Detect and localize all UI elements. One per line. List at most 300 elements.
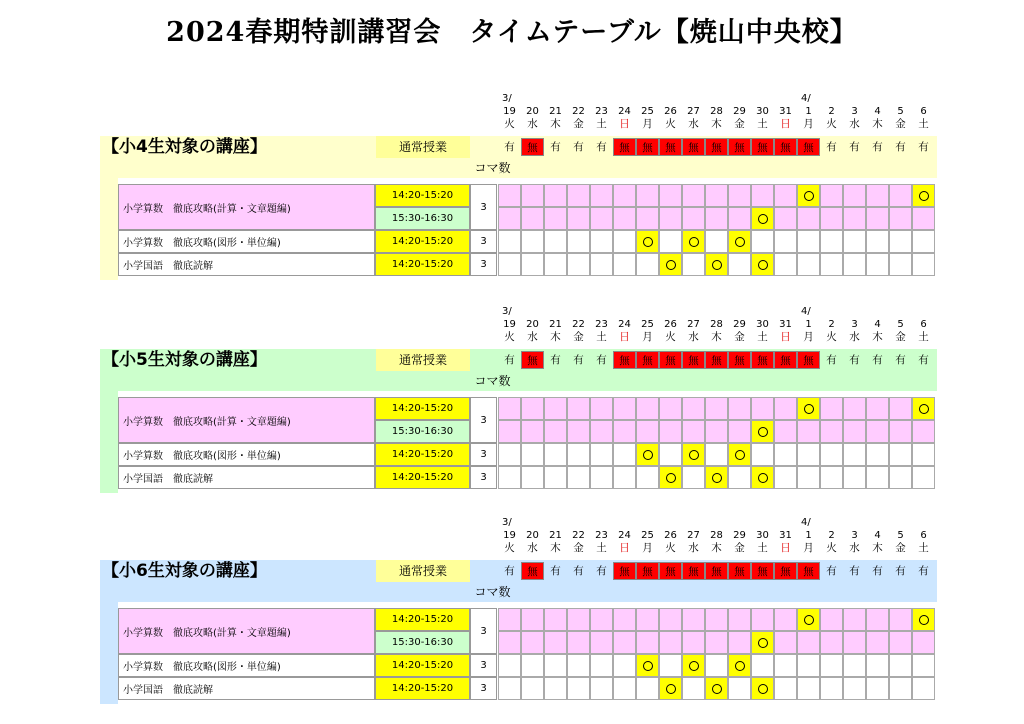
status-closed: 無 — [728, 138, 751, 156]
session-cell — [705, 230, 728, 253]
session-cell — [820, 184, 843, 207]
date-header — [544, 516, 567, 557]
circle-mark-icon — [919, 404, 929, 414]
session-count: 3 — [470, 654, 497, 677]
date-header — [797, 305, 820, 346]
course-section — [0, 92, 1024, 302]
session-cell — [866, 253, 889, 276]
time-slot: 14:20-15:20 — [375, 443, 470, 466]
date-day: 23 — [595, 106, 608, 117]
session-cell — [682, 677, 705, 700]
circle-mark-icon — [666, 684, 676, 694]
session-cell — [498, 443, 521, 466]
date-month — [820, 92, 843, 105]
date-month — [751, 516, 774, 529]
koma-label: コマ数 — [474, 585, 511, 599]
date-header — [705, 516, 728, 557]
date-header — [751, 516, 774, 557]
date-month — [843, 92, 866, 105]
date-weekday: 土 — [918, 331, 929, 343]
date-weekday: 火 — [504, 118, 515, 130]
date-day: 6 — [920, 530, 927, 541]
status-open: 有 — [596, 354, 607, 366]
date-month — [889, 92, 912, 105]
session-cell — [728, 677, 751, 700]
session-cell — [843, 207, 866, 230]
session-cell — [843, 608, 866, 631]
session-cell — [728, 184, 751, 207]
session-cell-scheduled — [912, 608, 935, 631]
status-closed: 無 — [521, 562, 544, 580]
session-cell — [728, 466, 751, 489]
date-month — [774, 305, 797, 318]
status-open: 有 — [550, 354, 561, 366]
status-open: 有 — [895, 141, 906, 153]
session-cell — [705, 207, 728, 230]
session-cell — [567, 184, 590, 207]
date-month — [613, 516, 636, 529]
date-header — [912, 516, 935, 557]
date-month — [866, 516, 889, 529]
status-open: 有 — [895, 565, 906, 577]
date-header — [820, 516, 843, 557]
date-month — [636, 516, 659, 529]
date-weekday: 月 — [803, 118, 814, 130]
date-day: 29 — [733, 319, 746, 330]
session-cell — [590, 420, 613, 443]
date-weekday: 木 — [711, 542, 722, 554]
date-header — [636, 305, 659, 346]
session-cell — [521, 608, 544, 631]
regular-class-label: 通常授業 — [376, 349, 470, 371]
session-cell — [797, 466, 820, 489]
session-cell — [866, 443, 889, 466]
session-cell — [590, 230, 613, 253]
status-closed: 無 — [774, 351, 797, 369]
date-month — [820, 516, 843, 529]
status-open: 有 — [872, 565, 883, 577]
session-cell — [682, 207, 705, 230]
date-day: 4 — [874, 106, 881, 117]
session-cell — [728, 420, 751, 443]
circle-mark-icon — [666, 473, 676, 483]
date-month — [774, 516, 797, 529]
session-cell — [498, 230, 521, 253]
session-cell — [567, 397, 590, 420]
session-cell-scheduled — [751, 207, 774, 230]
course-section — [0, 516, 1024, 724]
session-cell-scheduled — [659, 466, 682, 489]
session-cell — [728, 631, 751, 654]
session-cell — [544, 420, 567, 443]
date-month — [659, 92, 682, 105]
session-cell — [659, 397, 682, 420]
session-cell — [498, 397, 521, 420]
circle-mark-icon — [758, 473, 768, 483]
session-cell — [659, 631, 682, 654]
date-month — [866, 92, 889, 105]
status-closed: 無 — [797, 562, 820, 580]
circle-mark-icon — [712, 473, 722, 483]
session-cell — [659, 230, 682, 253]
section-title: 【小5生対象の講座】 — [102, 350, 267, 370]
date-month — [682, 92, 705, 105]
date-day: 24 — [618, 319, 631, 330]
date-month: 3/ — [502, 306, 512, 317]
session-cell — [613, 608, 636, 631]
date-header — [636, 516, 659, 557]
session-cell — [567, 443, 590, 466]
date-day: 25 — [641, 530, 654, 541]
date-day: 27 — [687, 530, 700, 541]
circle-mark-icon — [758, 684, 768, 694]
date-month — [544, 516, 567, 529]
date-day: 31 — [779, 319, 792, 330]
time-slot: 15:30-16:30 — [375, 631, 470, 654]
session-cell — [613, 631, 636, 654]
date-day: 24 — [618, 530, 631, 541]
session-cell — [889, 443, 912, 466]
session-count: 3 — [470, 443, 497, 466]
circle-mark-icon — [712, 684, 722, 694]
date-day: 25 — [641, 106, 654, 117]
session-cell — [866, 184, 889, 207]
date-day: 2 — [828, 106, 835, 117]
session-cell — [590, 207, 613, 230]
session-cell — [636, 631, 659, 654]
date-day: 29 — [733, 530, 746, 541]
status-closed: 無 — [682, 351, 705, 369]
date-month — [866, 305, 889, 318]
session-cell — [774, 466, 797, 489]
session-cell — [682, 466, 705, 489]
session-cell — [774, 631, 797, 654]
session-cell — [590, 677, 613, 700]
session-cell — [820, 443, 843, 466]
session-count: 3 — [470, 253, 497, 276]
session-cell — [521, 184, 544, 207]
session-cell-scheduled — [705, 253, 728, 276]
session-cell — [912, 677, 935, 700]
circle-mark-icon — [643, 450, 653, 460]
date-weekday: 土 — [757, 118, 768, 130]
circle-mark-icon — [735, 661, 745, 671]
date-header — [659, 92, 682, 133]
status-closed: 無 — [682, 138, 705, 156]
session-cell — [866, 420, 889, 443]
section-side-strip — [100, 371, 118, 493]
date-month — [590, 516, 613, 529]
date-header — [613, 516, 636, 557]
session-cell — [820, 253, 843, 276]
date-day: 20 — [526, 530, 539, 541]
session-cell-scheduled — [728, 230, 751, 253]
date-weekday: 土 — [918, 118, 929, 130]
date-weekday: 土 — [757, 331, 768, 343]
session-cell — [705, 631, 728, 654]
session-cell — [498, 184, 521, 207]
date-day: 29 — [733, 106, 746, 117]
status-closed: 無 — [774, 138, 797, 156]
date-month: 3/ — [502, 517, 512, 528]
session-cell — [889, 184, 912, 207]
course-name: 小学国語 徹底読解 — [118, 253, 375, 276]
section-side-strip — [100, 158, 118, 280]
date-header — [889, 516, 912, 557]
session-cell-scheduled — [636, 443, 659, 466]
session-cell — [590, 184, 613, 207]
session-cell — [521, 466, 544, 489]
circle-mark-icon — [689, 450, 699, 460]
session-cell-scheduled — [797, 608, 820, 631]
session-cell — [820, 608, 843, 631]
date-header — [774, 92, 797, 133]
status-open: 有 — [573, 141, 584, 153]
course-name: 小学算数 徹底攻略(計算・文章題編) — [118, 184, 375, 230]
date-month — [682, 305, 705, 318]
date-weekday: 水 — [527, 331, 538, 343]
session-cell — [521, 420, 544, 443]
status-open: 有 — [573, 354, 584, 366]
status-open: 有 — [918, 565, 929, 577]
date-weekday: 水 — [688, 542, 699, 554]
session-cell — [590, 608, 613, 631]
circle-mark-icon — [643, 237, 653, 247]
session-cell — [613, 184, 636, 207]
date-month — [590, 305, 613, 318]
date-day: 30 — [756, 530, 769, 541]
status-open: 有 — [895, 354, 906, 366]
date-day: 6 — [920, 106, 927, 117]
session-cell — [912, 420, 935, 443]
date-header — [636, 92, 659, 133]
session-cell — [843, 253, 866, 276]
date-month — [843, 305, 866, 318]
section-title: 【小4生対象の講座】 — [102, 137, 267, 157]
session-cell — [705, 608, 728, 631]
session-cell-scheduled — [751, 677, 774, 700]
date-weekday: 土 — [596, 118, 607, 130]
date-weekday: 木 — [872, 542, 883, 554]
session-cell — [866, 677, 889, 700]
date-weekday: 日 — [780, 542, 791, 554]
session-count: 3 — [470, 230, 497, 253]
session-cell — [774, 397, 797, 420]
session-cell — [659, 207, 682, 230]
session-cell — [889, 677, 912, 700]
session-cell — [912, 230, 935, 253]
status-closed: 無 — [659, 138, 682, 156]
date-day: 31 — [779, 530, 792, 541]
date-month — [705, 305, 728, 318]
date-header — [705, 92, 728, 133]
session-cell — [613, 654, 636, 677]
status-open: 有 — [872, 354, 883, 366]
date-weekday: 水 — [688, 331, 699, 343]
date-month — [613, 92, 636, 105]
circle-mark-icon — [735, 450, 745, 460]
date-weekday: 日 — [780, 118, 791, 130]
session-cell — [659, 184, 682, 207]
session-cell — [521, 397, 544, 420]
date-month: 4/ — [801, 517, 811, 528]
session-cell — [659, 608, 682, 631]
session-cell-scheduled — [728, 654, 751, 677]
session-cell — [567, 608, 590, 631]
date-day: 3 — [851, 106, 858, 117]
course-name: 小学算数 徹底攻略(図形・単位編) — [118, 230, 375, 253]
status-closed: 無 — [797, 351, 820, 369]
date-weekday: 日 — [619, 331, 630, 343]
session-cell — [889, 654, 912, 677]
circle-mark-icon — [712, 260, 722, 270]
session-cell — [544, 207, 567, 230]
session-cell-scheduled — [751, 466, 774, 489]
session-cell — [521, 631, 544, 654]
date-header — [866, 516, 889, 557]
session-cell — [797, 443, 820, 466]
session-cell — [544, 466, 567, 489]
date-header — [912, 305, 935, 346]
session-cell — [590, 397, 613, 420]
session-cell — [820, 397, 843, 420]
session-cell — [498, 466, 521, 489]
date-weekday: 日 — [619, 118, 630, 130]
date-day: 20 — [526, 319, 539, 330]
status-open: 有 — [504, 565, 515, 577]
date-day: 4 — [874, 319, 881, 330]
session-cell — [590, 443, 613, 466]
circle-mark-icon — [758, 427, 768, 437]
date-month — [728, 92, 751, 105]
date-header — [797, 516, 820, 557]
date-weekday: 水 — [527, 118, 538, 130]
session-cell — [498, 631, 521, 654]
date-weekday: 水 — [527, 542, 538, 554]
session-cell — [774, 443, 797, 466]
date-day: 22 — [572, 106, 585, 117]
status-closed: 無 — [728, 562, 751, 580]
date-day: 2 — [828, 319, 835, 330]
session-cell — [521, 677, 544, 700]
status-open: 有 — [550, 141, 561, 153]
status-open: 有 — [849, 354, 860, 366]
date-month — [659, 305, 682, 318]
time-slot: 14:20-15:20 — [375, 654, 470, 677]
session-cell — [912, 466, 935, 489]
date-header — [498, 516, 521, 557]
date-month — [820, 305, 843, 318]
session-cell — [682, 184, 705, 207]
session-cell-scheduled — [797, 397, 820, 420]
session-cell — [682, 420, 705, 443]
session-count: 3 — [470, 608, 497, 654]
date-header — [728, 92, 751, 133]
session-cell — [843, 443, 866, 466]
session-cell — [797, 420, 820, 443]
date-day: 19 — [503, 319, 516, 330]
session-cell — [659, 654, 682, 677]
session-cell-scheduled — [728, 443, 751, 466]
course-section — [0, 305, 1024, 515]
date-day: 1 — [805, 319, 812, 330]
session-cell — [843, 654, 866, 677]
session-cell-scheduled — [797, 184, 820, 207]
date-month — [567, 92, 590, 105]
status-open: 有 — [918, 141, 929, 153]
date-month — [774, 92, 797, 105]
circle-mark-icon — [689, 661, 699, 671]
session-cell — [866, 654, 889, 677]
session-cell — [590, 253, 613, 276]
session-cell-scheduled — [751, 420, 774, 443]
session-cell — [498, 253, 521, 276]
course-name: 小学国語 徹底読解 — [118, 677, 375, 700]
date-weekday: 土 — [596, 542, 607, 554]
session-cell — [889, 253, 912, 276]
session-cell — [866, 207, 889, 230]
session-cell-scheduled — [751, 631, 774, 654]
session-cell-scheduled — [705, 677, 728, 700]
circle-mark-icon — [758, 214, 768, 224]
course-name: 小学算数 徹底攻略(計算・文章題編) — [118, 608, 375, 654]
session-cell — [682, 253, 705, 276]
session-cell — [705, 443, 728, 466]
session-cell — [544, 184, 567, 207]
status-closed: 無 — [751, 138, 774, 156]
date-day: 31 — [779, 106, 792, 117]
date-header — [820, 92, 843, 133]
date-day: 5 — [897, 319, 904, 330]
session-cell — [866, 230, 889, 253]
session-cell — [567, 466, 590, 489]
date-header — [567, 92, 590, 133]
session-cell — [866, 608, 889, 631]
date-day: 28 — [710, 319, 723, 330]
status-closed: 無 — [705, 351, 728, 369]
date-day: 3 — [851, 530, 858, 541]
session-cell — [820, 631, 843, 654]
session-cell — [590, 631, 613, 654]
date-header — [889, 305, 912, 346]
date-weekday: 火 — [826, 331, 837, 343]
session-cell — [705, 397, 728, 420]
date-weekday: 土 — [757, 542, 768, 554]
session-cell — [889, 631, 912, 654]
session-cell — [498, 654, 521, 677]
date-header — [498, 305, 521, 346]
date-day: 23 — [595, 319, 608, 330]
session-cell — [797, 654, 820, 677]
session-cell — [613, 397, 636, 420]
session-cell — [659, 443, 682, 466]
session-cell — [843, 230, 866, 253]
session-cell — [498, 677, 521, 700]
status-open: 有 — [596, 141, 607, 153]
date-month — [590, 92, 613, 105]
session-cell — [797, 230, 820, 253]
date-month — [567, 516, 590, 529]
date-month — [705, 516, 728, 529]
session-cell — [728, 207, 751, 230]
date-header — [705, 305, 728, 346]
session-cell — [843, 184, 866, 207]
date-header — [797, 92, 820, 133]
session-cell-scheduled — [682, 443, 705, 466]
time-slot: 14:20-15:20 — [375, 230, 470, 253]
date-weekday: 金 — [573, 331, 584, 343]
date-month — [544, 305, 567, 318]
